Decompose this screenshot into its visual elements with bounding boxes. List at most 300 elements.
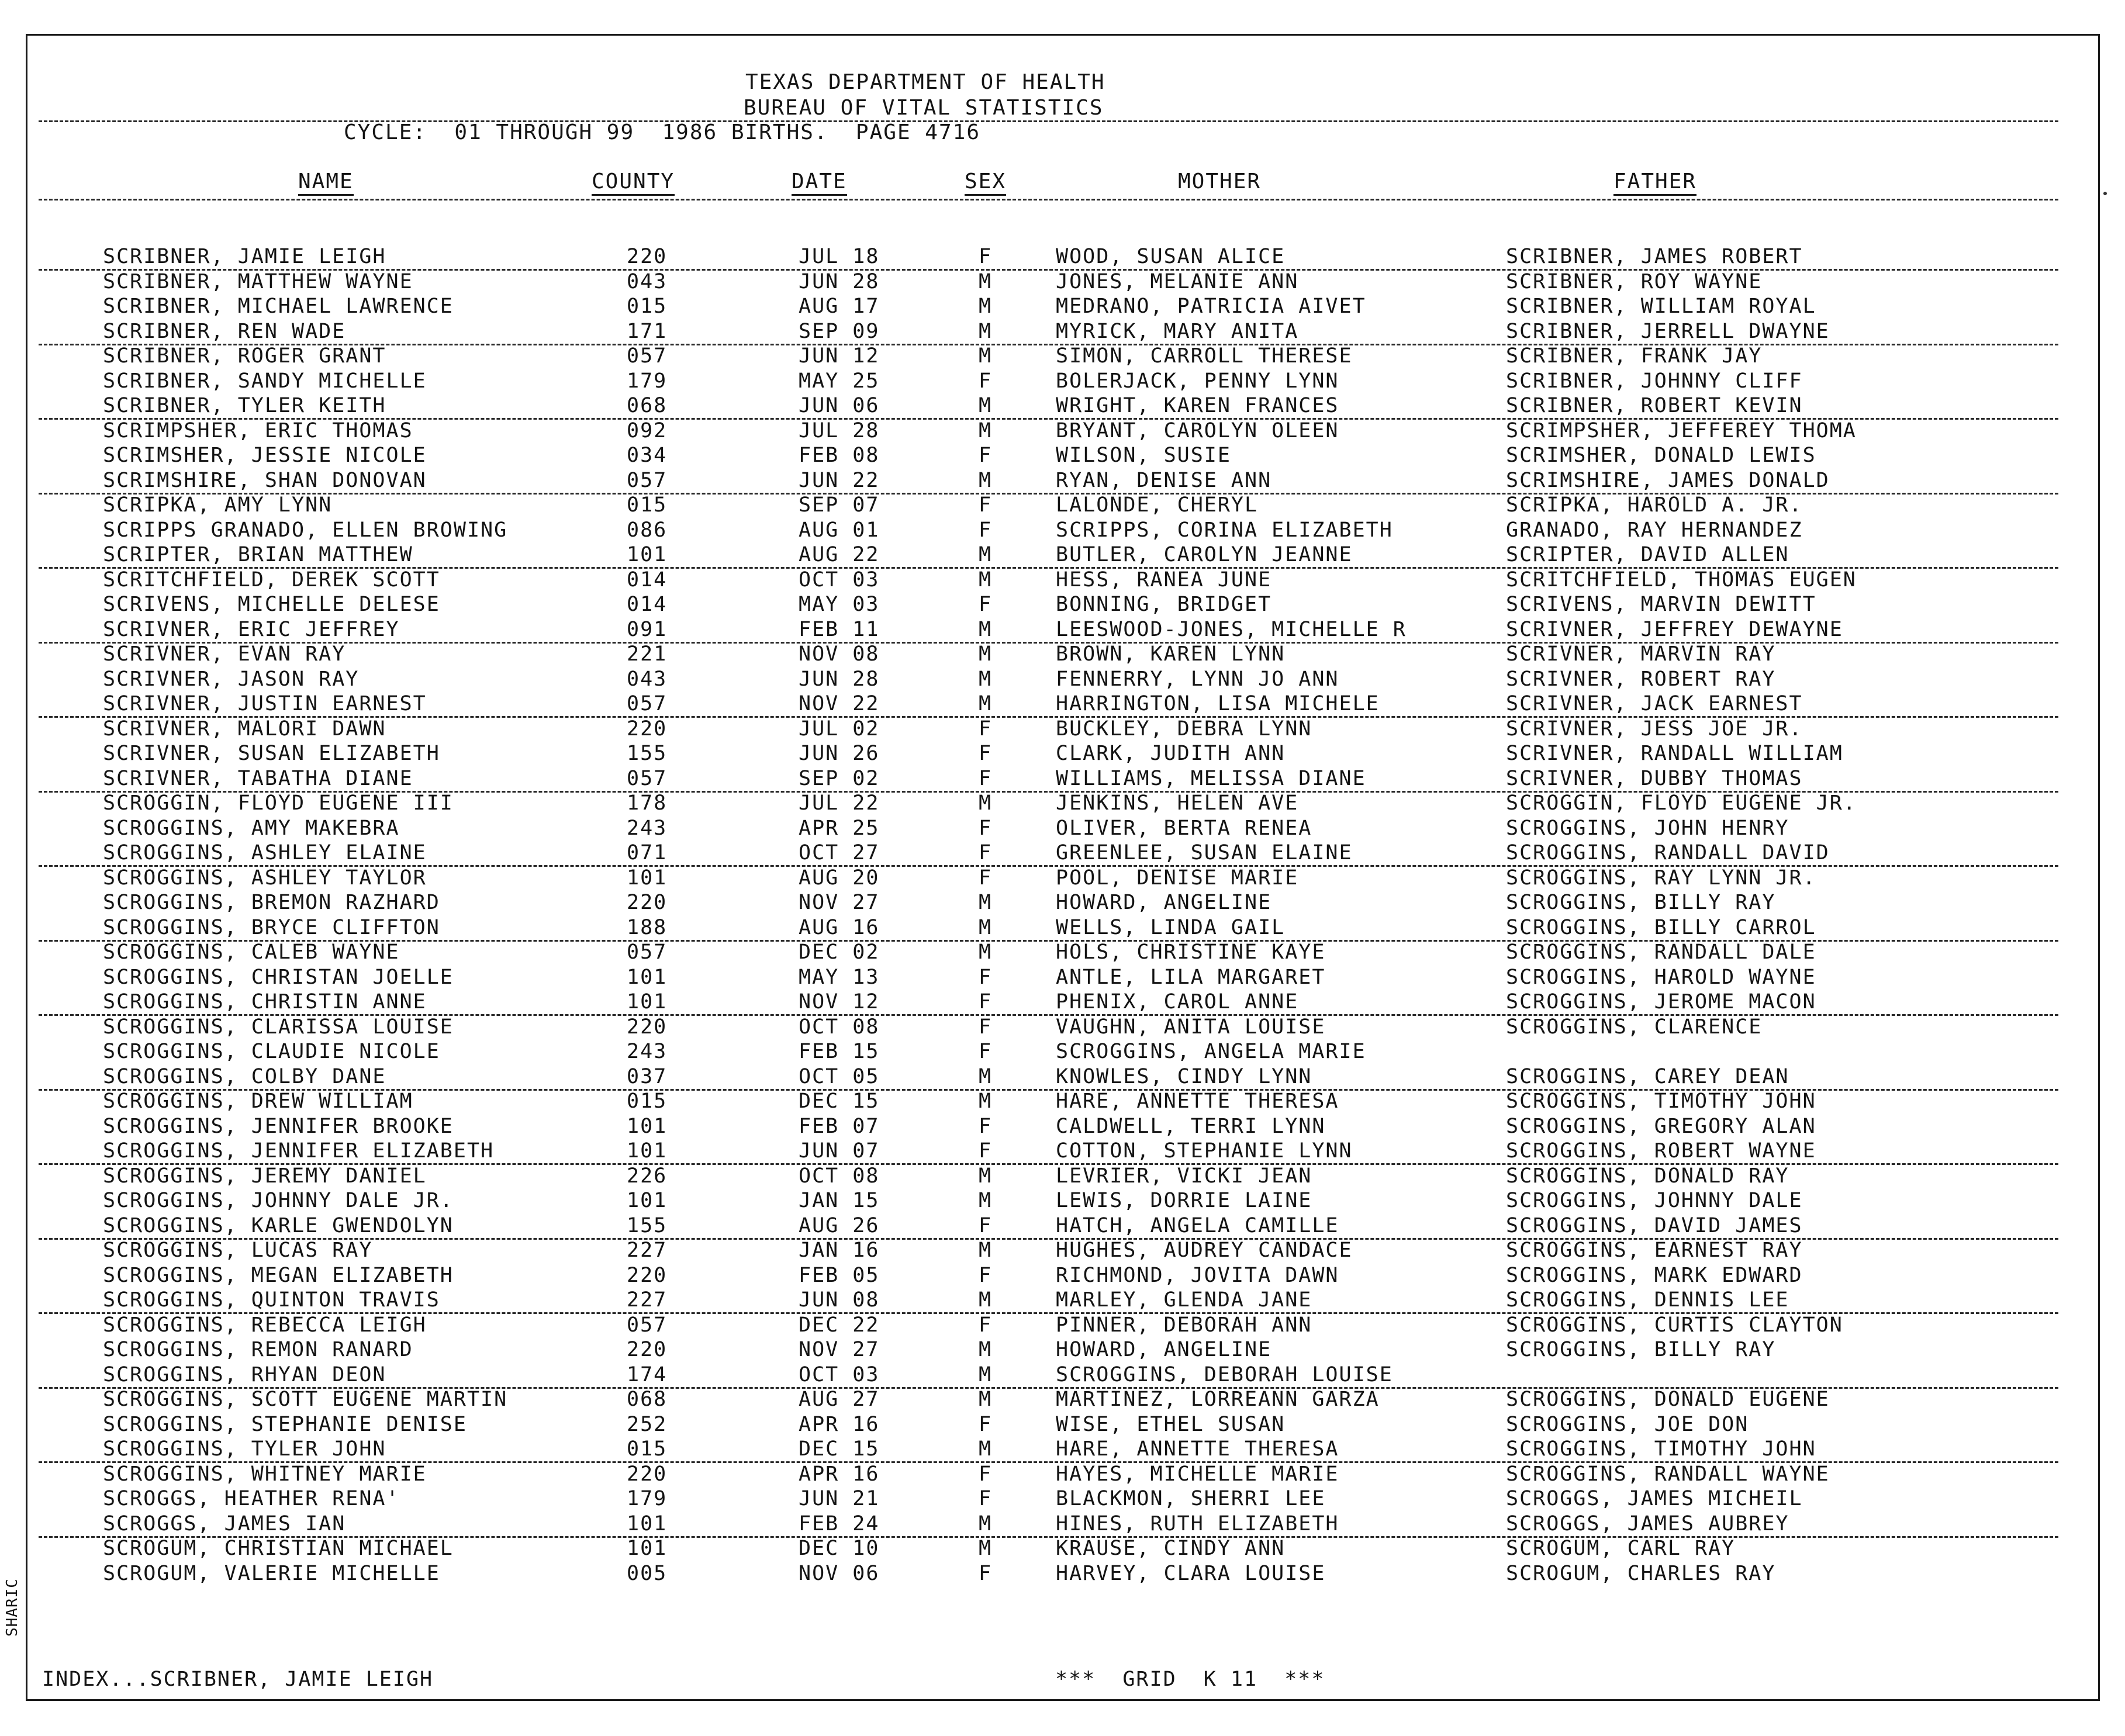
- cell-date: FEB 08: [799, 444, 880, 467]
- cell-county: 086: [627, 518, 668, 542]
- cell-name: SCRIBNER, MATTHEW WAYNE: [103, 270, 413, 293]
- cell-father: SCROGGINS, RAY LYNN JR.: [1506, 866, 1816, 890]
- cell-mother: HOLS, CHRISTINE KAYE: [1056, 940, 1326, 964]
- cell-county: 091: [627, 618, 668, 641]
- cell-mother: HUGHES, AUDREY CANDACE: [1056, 1239, 1353, 1262]
- cell-name: SCROGGINS, TYLER JOHN: [103, 1437, 386, 1461]
- cell-mother: SIMON, CARROLL THERESE: [1056, 344, 1353, 368]
- cell-mother: SCROGGINS, DEBORAH LOUISE: [1056, 1363, 1393, 1386]
- cell-sex: F: [979, 1462, 993, 1486]
- cell-county: 057: [627, 1313, 668, 1337]
- cell-mother: JONES, MELANIE ANN: [1056, 270, 1299, 293]
- cell-name: SCRIMSHIRE, SHAN DONOVAN: [103, 469, 427, 492]
- margin-mark: [2103, 192, 2107, 195]
- cell-county: 043: [627, 270, 668, 293]
- cell-date: JUL 18: [799, 245, 880, 268]
- cell-date: APR 16: [799, 1462, 880, 1486]
- cell-name: SCROGUM, CHRISTIAN MICHAEL: [103, 1537, 454, 1560]
- cell-mother: MEDRANO, PATRICIA AIVET: [1056, 295, 1366, 318]
- cell-father: SCROGGINS, CURTIS CLAYTON: [1506, 1313, 1843, 1337]
- cell-sex: M: [979, 320, 993, 343]
- cell-sex: F: [979, 717, 993, 741]
- cell-father: SCROGGINS, ROBERT WAYNE: [1506, 1139, 1816, 1163]
- header-line2: BUREAU OF VITAL STATISTICS: [744, 96, 1104, 120]
- cell-name: SCROGGINS, AMY MAKEBRA: [103, 817, 400, 840]
- col-header-date: DATE: [792, 170, 847, 196]
- cell-date: JUN 06: [799, 394, 880, 417]
- cell-mother: HESS, RANEA JUNE: [1056, 568, 1272, 592]
- cell-county: 014: [627, 593, 668, 616]
- cell-county: 101: [627, 1512, 668, 1536]
- cell-sex: M: [979, 1388, 993, 1411]
- cell-sex: F: [979, 369, 993, 393]
- cell-mother: MARTINEZ, LORREANN GARZA: [1056, 1388, 1380, 1411]
- cell-mother: LEVRIER, VICKI JEAN: [1056, 1164, 1312, 1188]
- cell-sex: F: [979, 518, 993, 542]
- cell-mother: BROWN, KAREN LYNN: [1056, 642, 1286, 666]
- side-label: SHARIC: [4, 1578, 21, 1637]
- cell-county: 057: [627, 469, 668, 492]
- cell-date: DEC 15: [799, 1090, 880, 1113]
- cell-name: SCRIBNER, SANDY MICHELLE: [103, 369, 427, 393]
- cell-sex: F: [979, 1562, 993, 1585]
- cell-sex: F: [979, 1040, 993, 1063]
- cell-date: JUN 12: [799, 344, 880, 368]
- cell-sex: M: [979, 394, 993, 417]
- cell-date: SEP 02: [799, 767, 880, 790]
- cell-name: SCRIPTER, BRIAN MATTHEW: [103, 543, 413, 566]
- cell-sex: F: [979, 1264, 993, 1287]
- cell-father: SCRITCHFIELD, THOMAS EUGEN: [1506, 568, 1857, 592]
- cell-father: SCRIVNER, MARVIN RAY: [1506, 642, 1776, 666]
- cell-name: SCROGGINS, WHITNEY MARIE: [103, 1462, 427, 1486]
- cell-county: 220: [627, 1462, 668, 1486]
- cell-name: SCRIPKA, AMY LYNN: [103, 493, 333, 517]
- cell-county: 057: [627, 767, 668, 790]
- cell-date: OCT 03: [799, 1363, 880, 1386]
- cell-county: 243: [627, 1040, 668, 1063]
- cell-father: SCROGGINS, DENNIS LEE: [1506, 1288, 1789, 1312]
- cell-date: DEC 22: [799, 1313, 880, 1337]
- cell-sex: M: [979, 1363, 993, 1386]
- col-header-father: FATHER: [1613, 170, 1696, 196]
- cell-sex: F: [979, 1413, 993, 1436]
- cell-mother: JENKINS, HELEN AVE: [1056, 791, 1299, 815]
- cell-sex: M: [979, 1537, 993, 1560]
- cell-mother: CLARK, JUDITH ANN: [1056, 742, 1286, 765]
- cell-mother: HINES, RUTH ELIZABETH: [1056, 1512, 1339, 1536]
- cell-sex: M: [979, 1065, 993, 1088]
- cell-county: 101: [627, 866, 668, 890]
- cell-father: SCROGGINS, RANDALL WAYNE: [1506, 1462, 1830, 1486]
- cell-date: JUN 08: [799, 1288, 880, 1312]
- footer-grid: *** GRID K 11 ***: [1055, 1668, 1325, 1691]
- cell-name: SCRIBNER, JAMIE LEIGH: [103, 245, 386, 268]
- cell-mother: PHENIX, CAROL ANNE: [1056, 990, 1299, 1014]
- cell-name: SCROGGS, JAMES IAN: [103, 1512, 346, 1536]
- cell-sex: F: [979, 1115, 993, 1138]
- cell-mother: WOOD, SUSAN ALICE: [1056, 245, 1286, 268]
- cell-date: JUL 02: [799, 717, 880, 741]
- cell-father: GRANADO, RAY HERNANDEZ: [1506, 518, 1803, 542]
- cell-county: 005: [627, 1562, 668, 1585]
- cell-mother: WILSON, SUSIE: [1056, 444, 1231, 467]
- cell-sex: M: [979, 668, 993, 691]
- cell-name: SCROGGINS, REBECCA LEIGH: [103, 1313, 427, 1337]
- column-header-rule: [39, 199, 2058, 200]
- cell-county: 015: [627, 1437, 668, 1461]
- col-header-county: COUNTY: [592, 170, 675, 196]
- cell-mother: MARLEY, GLENDA JANE: [1056, 1288, 1312, 1312]
- cell-father: SCRIBNER, ROBERT KEVIN: [1506, 394, 1803, 417]
- cell-date: JUN 28: [799, 668, 880, 691]
- cell-father: SCROGGINS, EARNEST RAY: [1506, 1239, 1803, 1262]
- cell-mother: WRIGHT, KAREN FRANCES: [1056, 394, 1339, 417]
- cell-date: SEP 09: [799, 320, 880, 343]
- cell-mother: FENNERRY, LYNN JO ANN: [1056, 668, 1339, 691]
- cell-name: SCRIPPS GRANADO, ELLEN BROWING: [103, 518, 508, 542]
- cell-name: SCRIBNER, ROGER GRANT: [103, 344, 386, 368]
- cell-county: 101: [627, 966, 668, 989]
- cell-mother: RYAN, DENISE ANN: [1056, 469, 1272, 492]
- cell-sex: F: [979, 444, 993, 467]
- cell-father: SCROGGINS, BILLY CARROL: [1506, 916, 1816, 939]
- cell-mother: RICHMOND, JOVITA DAWN: [1056, 1264, 1339, 1287]
- cell-county: 071: [627, 841, 668, 864]
- cell-name: SCROGGIN, FLOYD EUGENE III: [103, 791, 454, 815]
- cell-date: JUN 28: [799, 270, 880, 293]
- cell-name: SCROGGINS, JEREMY DANIEL: [103, 1164, 427, 1188]
- cell-date: APR 25: [799, 817, 880, 840]
- cell-county: 057: [627, 940, 668, 964]
- cell-county: 057: [627, 692, 668, 715]
- cell-sex: M: [979, 791, 993, 815]
- cell-mother: HOWARD, ANGELINE: [1056, 1338, 1272, 1361]
- cell-father: SCROGGINS, CLARENCE: [1506, 1015, 1763, 1039]
- cell-sex: M: [979, 295, 993, 318]
- cell-father: SCROGGINS, DAVID JAMES: [1506, 1214, 1803, 1237]
- cell-date: JUL 28: [799, 419, 880, 442]
- cell-date: MAY 13: [799, 966, 880, 989]
- cell-date: MAY 25: [799, 369, 880, 393]
- cell-mother: SCROGGINS, ANGELA MARIE: [1056, 1040, 1366, 1063]
- cell-father: SCROGGIN, FLOYD EUGENE JR.: [1506, 791, 1857, 815]
- cell-name: SCROGGINS, JOHNNY DALE JR.: [103, 1189, 454, 1212]
- cell-name: SCROGGINS, REMON RANARD: [103, 1338, 413, 1361]
- cell-name: SCROGGINS, DREW WILLIAM: [103, 1090, 413, 1113]
- cell-county: 171: [627, 320, 668, 343]
- cell-name: SCROGGINS, ASHLEY ELAINE: [103, 841, 427, 864]
- cell-mother: LEESWOOD-JONES, MICHELLE R: [1056, 618, 1407, 641]
- cell-name: SCROGGS, HEATHER RENA': [103, 1487, 400, 1510]
- cell-date: OCT 05: [799, 1065, 880, 1088]
- cell-name: SCROGGINS, CHRISTIN ANNE: [103, 990, 427, 1014]
- cell-date: NOV 12: [799, 990, 880, 1014]
- cell-date: DEC 10: [799, 1537, 880, 1560]
- cell-mother: KNOWLES, CINDY LYNN: [1056, 1065, 1312, 1088]
- cell-mother: BRYANT, CAROLYN OLEEN: [1056, 419, 1339, 442]
- cell-father: SCROGGINS, BILLY RAY: [1506, 1338, 1776, 1361]
- cycle-line: CYCLE: 01 THROUGH 99 1986 BIRTHS. PAGE 4716: [344, 120, 980, 144]
- cell-sex: F: [979, 966, 993, 989]
- cell-date: MAY 03: [799, 593, 880, 616]
- cell-father: SCROGGINS, MARK EDWARD: [1506, 1264, 1803, 1287]
- cell-date: JUN 22: [799, 469, 880, 492]
- cell-father: SCROGUM, CARL RAY: [1506, 1537, 1736, 1560]
- cell-county: 220: [627, 717, 668, 741]
- col-header-name: NAME: [298, 170, 354, 196]
- cell-date: JUL 22: [799, 791, 880, 815]
- col-header-sex: SEX: [965, 170, 1006, 196]
- cell-date: NOV 27: [799, 1338, 880, 1361]
- cell-name: SCROGGINS, JENNIFER ELIZABETH: [103, 1139, 495, 1163]
- cell-mother: WISE, ETHEL SUSAN: [1056, 1413, 1286, 1436]
- cell-father: SCROGGINS, JEROME MACON: [1506, 990, 1816, 1014]
- cell-sex: F: [979, 493, 993, 517]
- cell-mother: HARE, ANNETTE THERESA: [1056, 1437, 1339, 1461]
- col-header-mother: MOTHER: [1178, 170, 1262, 193]
- cell-mother: BUTLER, CAROLYN JEANNE: [1056, 543, 1353, 566]
- cell-name: SCROGGINS, COLBY DANE: [103, 1065, 386, 1088]
- cell-county: 101: [627, 1139, 668, 1163]
- cell-date: FEB 07: [799, 1115, 880, 1138]
- cell-father: SCRIVNER, DUBBY THOMAS: [1506, 767, 1803, 790]
- cell-name: SCROGGINS, LUCAS RAY: [103, 1239, 373, 1262]
- cell-county: 220: [627, 891, 668, 914]
- cell-sex: M: [979, 891, 993, 914]
- cell-mother: ANTLE, LILA MARGARET: [1056, 966, 1326, 989]
- cell-father: SCROGGINS, JOHNNY DALE: [1506, 1189, 1803, 1212]
- cell-county: 057: [627, 344, 668, 368]
- cell-father: SCRIVNER, JESS JOE JR.: [1506, 717, 1803, 741]
- cell-date: OCT 08: [799, 1164, 880, 1188]
- cell-date: FEB 15: [799, 1040, 880, 1063]
- cell-date: AUG 20: [799, 866, 880, 890]
- cell-date: APR 16: [799, 1413, 880, 1436]
- cell-sex: M: [979, 1090, 993, 1113]
- cell-county: 155: [627, 742, 668, 765]
- cell-mother: BOLERJACK, PENNY LYNN: [1056, 369, 1339, 393]
- cell-sex: F: [979, 990, 993, 1014]
- cell-father: SCRIBNER, WILLIAM ROYAL: [1506, 295, 1816, 318]
- cell-county: 179: [627, 369, 668, 393]
- cell-name: SCROGGINS, JENNIFER BROOKE: [103, 1115, 454, 1138]
- cell-father: SCROGGINS, BILLY RAY: [1506, 891, 1776, 914]
- cell-county: 179: [627, 1487, 668, 1510]
- cell-name: SCROGGINS, KARLE GWENDOLYN: [103, 1214, 454, 1237]
- cell-name: SCROGGINS, ASHLEY TAYLOR: [103, 866, 427, 890]
- cell-mother: HAYES, MICHELLE MARIE: [1056, 1462, 1339, 1486]
- cell-county: 220: [627, 1015, 668, 1039]
- cell-mother: POOL, DENISE MARIE: [1056, 866, 1299, 890]
- cell-county: 037: [627, 1065, 668, 1088]
- cell-date: SEP 07: [799, 493, 880, 517]
- cell-sex: M: [979, 543, 993, 566]
- cell-name: SCROGGINS, MEGAN ELIZABETH: [103, 1264, 454, 1287]
- cell-county: 043: [627, 668, 668, 691]
- cell-date: FEB 11: [799, 618, 880, 641]
- cell-mother: HOWARD, ANGELINE: [1056, 891, 1272, 914]
- cell-father: SCROGGINS, RANDALL DAVID: [1506, 841, 1830, 864]
- cell-father: SCRIBNER, FRANK JAY: [1506, 344, 1763, 368]
- cell-name: SCROGUM, VALERIE MICHELLE: [103, 1562, 440, 1585]
- cell-sex: M: [979, 1338, 993, 1361]
- cell-father: SCRIVNER, RANDALL WILLIAM: [1506, 742, 1843, 765]
- cell-sex: F: [979, 767, 993, 790]
- cell-name: SCRIMPSHER, ERIC THOMAS: [103, 419, 413, 442]
- cell-name: SCRIVNER, JUSTIN EARNEST: [103, 692, 427, 715]
- cell-date: JUN 07: [799, 1139, 880, 1163]
- cell-father: SCROGGINS, HAROLD WAYNE: [1506, 966, 1816, 989]
- cell-date: AUG 22: [799, 543, 880, 566]
- cell-mother: HARRINGTON, LISA MICHELE: [1056, 692, 1380, 715]
- cell-sex: M: [979, 916, 993, 939]
- cell-name: SCROGGINS, RHYAN DEON: [103, 1363, 386, 1386]
- cell-father: SCRIBNER, JERRELL DWAYNE: [1506, 320, 1830, 343]
- cell-county: 220: [627, 1264, 668, 1287]
- cell-date: NOV 08: [799, 642, 880, 666]
- cell-father: SCRIVNER, ROBERT RAY: [1506, 668, 1776, 691]
- cell-name: SCRIBNER, TYLER KEITH: [103, 394, 386, 417]
- cell-county: 015: [627, 1090, 668, 1113]
- cell-name: SCRIVENS, MICHELLE DELESE: [103, 593, 440, 616]
- cell-sex: M: [979, 1164, 993, 1188]
- cell-date: NOV 06: [799, 1562, 880, 1585]
- cell-name: SCRIVNER, MALORI DAWN: [103, 717, 386, 741]
- cell-sex: M: [979, 940, 993, 964]
- cell-county: 101: [627, 543, 668, 566]
- cell-date: NOV 27: [799, 891, 880, 914]
- cell-name: SCROGGINS, CALEB WAYNE: [103, 940, 400, 964]
- cell-mother: KRAUSE, CINDY ANN: [1056, 1537, 1286, 1560]
- cell-mother: CALDWELL, TERRI LYNN: [1056, 1115, 1326, 1138]
- cell-mother: BLACKMON, SHERRI LEE: [1056, 1487, 1326, 1510]
- cell-father: SCRIBNER, JOHNNY CLIFF: [1506, 369, 1803, 393]
- cell-county: 227: [627, 1288, 668, 1312]
- cell-sex: M: [979, 1288, 993, 1312]
- cell-mother: HATCH, ANGELA CAMILLE: [1056, 1214, 1339, 1237]
- cell-sex: M: [979, 270, 993, 293]
- cell-sex: M: [979, 1437, 993, 1461]
- cell-sex: M: [979, 469, 993, 492]
- cell-sex: F: [979, 245, 993, 268]
- cell-sex: F: [979, 1015, 993, 1039]
- cell-father: SCRIVNER, JACK EARNEST: [1506, 692, 1803, 715]
- cell-name: SCROGGINS, BRYCE CLIFFTON: [103, 916, 440, 939]
- cell-father: SCRIMPSHER, JEFFEREY THOMA: [1506, 419, 1857, 442]
- footer-index: INDEX...SCRIBNER, JAMIE LEIGH: [42, 1668, 434, 1691]
- cell-father: SCROGGINS, RANDALL DALE: [1506, 940, 1816, 964]
- cell-sex: M: [979, 344, 993, 368]
- cell-date: JUN 26: [799, 742, 880, 765]
- cell-county: 092: [627, 419, 668, 442]
- cell-mother: LALONDE, CHERYL: [1056, 493, 1259, 517]
- cell-father: SCRIBNER, ROY WAYNE: [1506, 270, 1763, 293]
- cell-name: SCRIMSHER, JESSIE NICOLE: [103, 444, 427, 467]
- cell-name: SCROGGINS, CLARISSA LOUISE: [103, 1015, 454, 1039]
- cell-name: SCRIVNER, TABATHA DIANE: [103, 767, 413, 790]
- cell-date: JUN 21: [799, 1487, 880, 1510]
- cell-mother: VAUGHN, ANITA LOUISE: [1056, 1015, 1326, 1039]
- header-line1: TEXAS DEPARTMENT OF HEALTH: [745, 70, 1105, 94]
- cell-county: 178: [627, 791, 668, 815]
- cell-sex: M: [979, 1189, 993, 1212]
- cell-mother: OLIVER, BERTA RENEA: [1056, 817, 1312, 840]
- cell-name: SCRIVNER, ERIC JEFFREY: [103, 618, 400, 641]
- cell-sex: M: [979, 692, 993, 715]
- cell-county: 188: [627, 916, 668, 939]
- cell-sex: F: [979, 1487, 993, 1510]
- cell-name: SCRIBNER, REN WADE: [103, 320, 346, 343]
- cell-sex: M: [979, 419, 993, 442]
- cell-mother: SCRIPPS, CORINA ELIZABETH: [1056, 518, 1393, 542]
- cell-name: SCRIVNER, JASON RAY: [103, 668, 360, 691]
- cell-mother: WILLIAMS, MELISSA DIANE: [1056, 767, 1366, 790]
- cell-county: 015: [627, 493, 668, 517]
- cell-name: SCROGGINS, SCOTT EUGENE MARTIN: [103, 1388, 508, 1411]
- cell-name: SCROGGINS, STEPHANIE DENISE: [103, 1413, 467, 1436]
- cell-father: SCRIBNER, JAMES ROBERT: [1506, 245, 1803, 268]
- cell-father: SCROGUM, CHARLES RAY: [1506, 1562, 1776, 1585]
- cell-sex: F: [979, 1139, 993, 1163]
- cell-father: SCROGGINS, TIMOTHY JOHN: [1506, 1437, 1816, 1461]
- cell-mother: LEWIS, DORRIE LAINE: [1056, 1189, 1312, 1212]
- cell-father: SCROGGINS, GREGORY ALAN: [1506, 1115, 1816, 1138]
- cell-date: AUG 16: [799, 916, 880, 939]
- cell-county: 034: [627, 444, 668, 467]
- cell-mother: BONNING, BRIDGET: [1056, 593, 1272, 616]
- cell-date: FEB 24: [799, 1512, 880, 1536]
- cell-county: 068: [627, 394, 668, 417]
- cell-mother: WELLS, LINDA GAIL: [1056, 916, 1286, 939]
- cell-county: 101: [627, 1189, 668, 1212]
- cell-father: SCRIPKA, HAROLD A. JR.: [1506, 493, 1803, 517]
- cell-name: SCROGGINS, BREMON RAZHARD: [103, 891, 440, 914]
- cell-sex: F: [979, 593, 993, 616]
- cell-mother: GREENLEE, SUSAN ELAINE: [1056, 841, 1353, 864]
- cell-date: AUG 17: [799, 295, 880, 318]
- cell-date: OCT 03: [799, 568, 880, 592]
- cell-date: AUG 26: [799, 1214, 880, 1237]
- cell-father: SCROGGINS, JOE DON: [1506, 1413, 1749, 1436]
- cell-sex: F: [979, 1313, 993, 1337]
- cell-name: SCRITCHFIELD, DEREK SCOTT: [103, 568, 440, 592]
- cell-mother: MYRICK, MARY ANITA: [1056, 320, 1299, 343]
- cell-date: JAN 16: [799, 1239, 880, 1262]
- cell-mother: HARVEY, CLARA LOUISE: [1056, 1562, 1326, 1585]
- cell-name: SCRIVNER, SUSAN ELIZABETH: [103, 742, 440, 765]
- cell-date: JAN 15: [799, 1189, 880, 1212]
- cell-mother: HARE, ANNETTE THERESA: [1056, 1090, 1339, 1113]
- cell-mother: COTTON, STEPHANIE LYNN: [1056, 1139, 1353, 1163]
- cell-sex: F: [979, 817, 993, 840]
- cell-county: 174: [627, 1363, 668, 1386]
- cell-father: SCRIMSHER, DONALD LEWIS: [1506, 444, 1816, 467]
- cell-county: 014: [627, 568, 668, 592]
- cell-date: AUG 01: [799, 518, 880, 542]
- cell-sex: M: [979, 642, 993, 666]
- cell-name: SCROGGINS, QUINTON TRAVIS: [103, 1288, 440, 1312]
- cell-mother: PINNER, DEBORAH ANN: [1056, 1313, 1312, 1337]
- header-dashed-rule: [39, 120, 2058, 122]
- cell-name: SCRIVNER, EVAN RAY: [103, 642, 346, 666]
- cell-sex: F: [979, 841, 993, 864]
- cell-father: SCROGGINS, JOHN HENRY: [1506, 817, 1789, 840]
- cell-county: 220: [627, 245, 668, 268]
- cell-county: 243: [627, 817, 668, 840]
- cell-sex: F: [979, 1214, 993, 1237]
- cell-county: 226: [627, 1164, 668, 1188]
